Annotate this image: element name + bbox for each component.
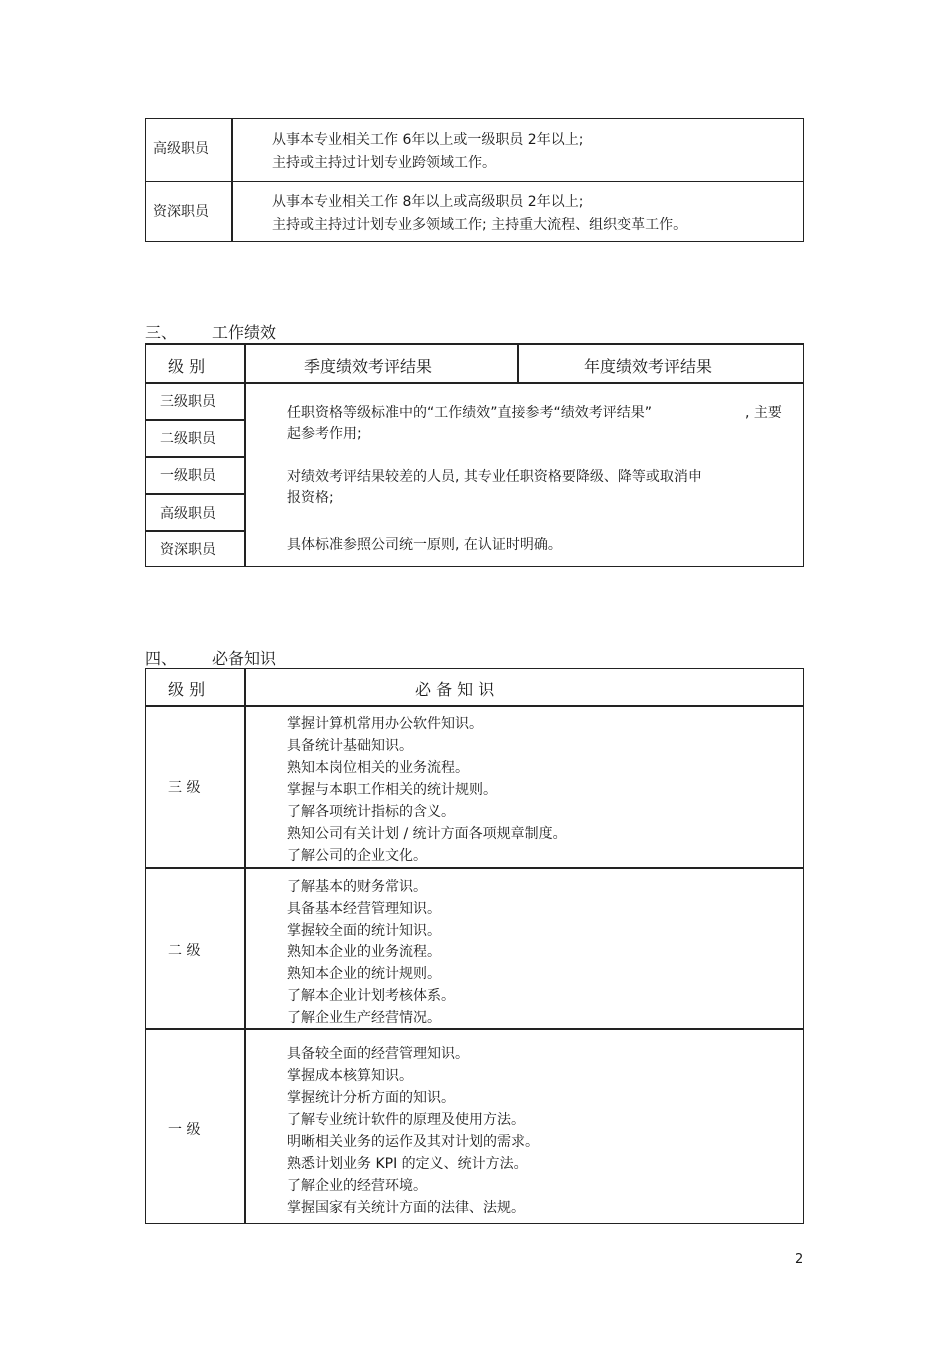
knowledge-item: 了解公司的企业文化。 <box>287 848 427 864</box>
senior-requirement-2: 主持或主持过计划专业跨领域工作。 <box>272 155 496 171</box>
knowledge-item: 了解本企业计划考核体系。 <box>287 988 455 1004</box>
principal-requirement-1: 从事本专业相关工作 8年以上或高级职员 2年以上; <box>272 194 584 210</box>
level-item: 三级职员 <box>160 394 216 410</box>
level-label-senior: 高级职员 <box>153 141 209 157</box>
level-label: 一 级 <box>168 1122 201 1138</box>
knowledge-item: 了解各项统计指标的含义。 <box>287 804 455 820</box>
header-quarterly: 季度绩效考评结果 <box>304 357 433 376</box>
header-knowledge: 必 备 知 识 <box>415 680 495 699</box>
row-divider <box>146 181 803 182</box>
column-divider <box>231 119 233 241</box>
row-divider <box>145 456 245 458</box>
column-divider <box>517 344 519 383</box>
knowledge-item: 具备基本经营管理知识。 <box>287 901 441 917</box>
performance-note-3: 具体标准参照公司统一原则, 在认证时明确。 <box>287 537 562 553</box>
knowledge-item: 掌握计算机常用办公软件知识。 <box>287 716 483 732</box>
senior-requirement-1: 从事本专业相关工作 6年以上或一级职员 2年以上; <box>272 132 584 148</box>
knowledge-item: 熟知本企业的业务流程。 <box>287 944 441 960</box>
knowledge-item: 明晰相关业务的运作及其对计划的需求。 <box>287 1134 539 1150</box>
knowledge-item: 具备统计基础知识。 <box>287 738 413 754</box>
knowledge-item: 具备较全面的经营管理知识。 <box>287 1046 469 1062</box>
knowledge-item: 了解企业生产经营情况。 <box>287 1010 441 1026</box>
level-label: 二 级 <box>168 943 201 959</box>
performance-note-1: 任职资格等级标准中的“工作绩效”直接参考“绩效考评结果” <box>287 405 653 421</box>
header-annual: 年度绩效考评结果 <box>584 357 713 376</box>
knowledge-item: 掌握成本核算知识。 <box>287 1068 413 1084</box>
section-4-number: 四、 <box>145 649 178 668</box>
row-divider <box>145 1028 804 1030</box>
column-divider <box>244 344 246 566</box>
level-item: 二级职员 <box>160 431 216 447</box>
knowledge-item: 熟知本企业的统计规则。 <box>287 966 441 982</box>
knowledge-item: 熟知本岗位相关的业务流程。 <box>287 760 469 776</box>
level-item: 资深职员 <box>160 542 216 558</box>
level-label: 三 级 <box>168 780 201 796</box>
knowledge-item: 了解基本的财务常识。 <box>287 879 427 895</box>
level-item: 高级职员 <box>160 506 216 522</box>
performance-note-1-tail: , 主要 <box>745 405 782 421</box>
knowledge-item: 了解专业统计软件的原理及使用方法。 <box>287 1112 525 1128</box>
column-divider <box>244 669 246 1223</box>
section-3-title: 工作绩效 <box>212 323 277 342</box>
row-divider <box>145 493 245 495</box>
header-level: 级 别 <box>168 680 206 699</box>
section-4-title: 必备知识 <box>212 649 277 668</box>
header-divider <box>145 705 804 707</box>
knowledge-item: 了解企业的经营环境。 <box>287 1178 427 1194</box>
row-divider <box>145 530 245 532</box>
row-divider <box>145 419 245 421</box>
level-label-principal: 资深职员 <box>153 204 209 220</box>
row-divider <box>145 867 804 869</box>
knowledge-item: 熟悉计划业务 KPI 的定义、统计方法。 <box>287 1156 528 1172</box>
knowledge-item: 掌握国家有关统计方面的法律、法规。 <box>287 1200 525 1216</box>
knowledge-item: 掌握统计分析方面的知识。 <box>287 1090 455 1106</box>
knowledge-item: 熟知公司有关计划 / 统计方面各项规章制度。 <box>287 826 567 842</box>
level-item: 一级职员 <box>160 468 216 484</box>
principal-requirement-2: 主持或主持过计划专业多领域工作; 主持重大流程、组织变革工作。 <box>272 217 688 233</box>
page-number: 2 <box>795 1252 804 1267</box>
performance-note-1-cont: 起参考作用; <box>287 426 362 442</box>
performance-note-2-cont: 报资格; <box>287 490 334 506</box>
header-level: 级 别 <box>168 357 206 376</box>
section-3-number: 三、 <box>145 323 178 342</box>
performance-note-2: 对绩效考评结果较差的人员, 其专业任职资格要降级、降等或取消申 <box>287 469 702 485</box>
knowledge-item: 掌握与本职工作相关的统计规则。 <box>287 782 497 798</box>
header-divider <box>145 382 804 384</box>
knowledge-item: 掌握较全面的统计知识。 <box>287 923 441 939</box>
